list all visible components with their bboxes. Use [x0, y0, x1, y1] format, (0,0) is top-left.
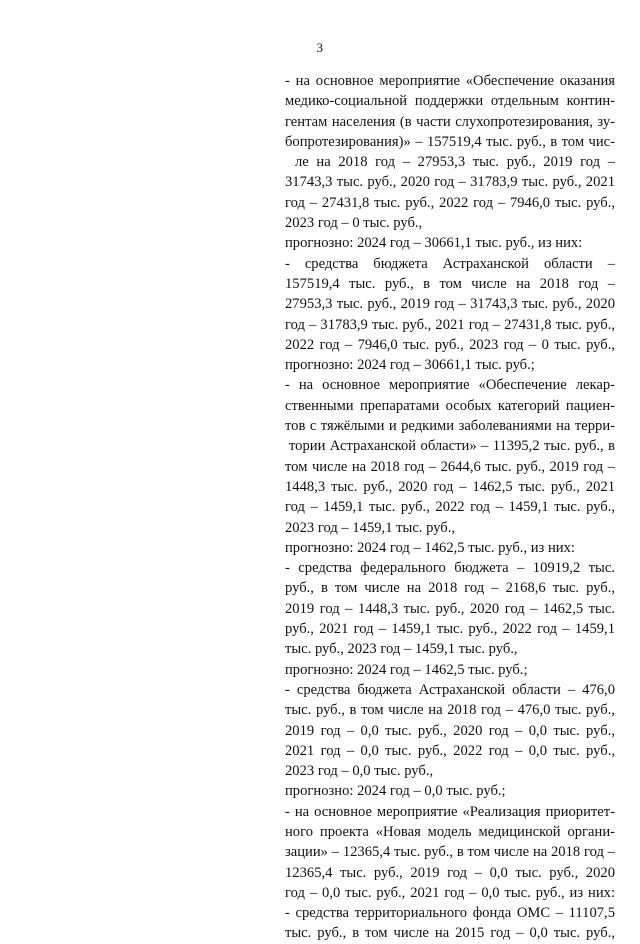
text-line: тории Астраханской области» – 11395,2 тыс. руб., в — [289, 438, 615, 455]
text-line: тыс. руб., в том числе на 2015 год – 0,0 тыс. руб., — [285, 925, 615, 942]
text-line: прогнозно: 2024 год – 1462,5 тыс. руб., из них: — [285, 539, 575, 556]
text-line: 27953,3 тыс. руб., 2019 год – 31743,3 тыс. руб., 2020 — [285, 296, 615, 313]
text-line: 2019 год – 1448,3 тыс. руб., 2020 год – 1462,5 тыс. — [285, 600, 615, 617]
text-line: руб., в том числе на 2018 год – 2168,6 тыс. руб., — [285, 580, 615, 597]
text-line: 2019 год – 0,0 тыс. руб., 2020 год – 0,0 тыс. руб., — [285, 722, 615, 739]
text-line: - на основное мероприятие «Обеспечение лекар- — [285, 377, 615, 394]
text-line: прогнозно: 2024 год – 30661,1 тыс. руб.; — [285, 357, 535, 374]
text-line: 2022 год – 7946,0 тыс. руб., 2023 год – 0 тыс. руб., — [285, 336, 615, 353]
text-line: год – 0,0 тыс. руб., 2021 год – 0,0 тыс. руб., из них: — [285, 884, 615, 901]
text-line: ного проекта «Новая модель медицинской органи- — [285, 823, 615, 840]
text-line: год – 31783,9 тыс. руб., 2021 год – 27431,8 тыс. руб., — [285, 316, 615, 333]
text-line: прогнозно: 2024 год – 30661,1 тыс. руб., из них: — [285, 235, 583, 252]
text-line: ле на 2018 год – 27953,3 тыс. руб., 2019 год – — [295, 154, 615, 171]
text-line: год – 1459,1 тыс. руб., 2022 год – 1459,1 тыс. руб., — [285, 499, 615, 516]
text-line: руб., 2021 год – 1459,1 тыс. руб., 2022 год – 1459,1 — [285, 621, 615, 638]
body-text — [285, 71, 615, 944]
text-line: ственными препаратами особых категорий пациен- — [285, 397, 615, 414]
page-number: 3 — [316, 40, 324, 55]
text-line: том числе на 2018 год – 2644,6 тыс. руб., 2019 год – — [285, 458, 615, 475]
text-line: - средства бюджета Астраханской области – 476,0 — [285, 681, 615, 698]
text-line: тов с тяжёлыми и редкими заболеваниями на терри- — [285, 418, 615, 435]
text-line: тыс. руб., 2023 год – 1459,1 тыс. руб., — [285, 641, 518, 658]
text-line: зации» – 12365,4 тыс. руб., в том числе на 2018 год – — [285, 844, 615, 861]
text-line: - средства территориального фонда ОМС – 11107,5 — [285, 905, 615, 922]
text-line: - на основное мероприятие «Обеспечение оказания — [285, 73, 615, 89]
text-line: 157519,4 тыс. руб., в том числе на 2018 год – — [285, 275, 615, 292]
text-line: гентам населения (в части слухопротезирования, зу- — [285, 113, 615, 130]
text-line: - средства бюджета Астраханской области – — [285, 255, 615, 272]
text-line: тыс. руб., в том числе на 2018 год – 476,0 тыс. руб., — [285, 702, 615, 719]
text-line: медико-социальной поддержки отдельным контин- — [285, 93, 615, 110]
text-line: 1448,3 тыс. руб., 2020 год – 1462,5 тыс. руб., 2021 — [285, 478, 615, 495]
text-line: - на основное мероприятие «Реализация приоритет- — [285, 803, 615, 820]
text-line: 12365,4 тыс. руб., 2019 год – 0,0 тыс. руб., 2020 — [285, 864, 615, 881]
text-line: 2021 год – 0,0 тыс. руб., 2022 год – 0,0 тыс. руб., — [285, 742, 615, 759]
text-line: 2023 год – 0 тыс. руб., — [285, 215, 423, 232]
text-line: бопротезирования)» – 157519,4 тыс. руб., в том чис- — [285, 133, 615, 150]
text-line: 31743,3 тыс. руб., 2020 год – 31783,9 тыс. руб., 2021 — [285, 174, 615, 191]
text-line: 2023 год – 0,0 тыс. руб., — [285, 763, 434, 780]
text-line: прогнозно: 2024 год – 0,0 тыс. руб.; — [285, 783, 506, 800]
text-line: 2023 год – 1459,1 тыс. руб., — [285, 519, 456, 536]
text-line: год – 27431,8 тыс. руб., 2022 год – 7946,0 тыс. руб., — [285, 194, 615, 211]
text-line: прогнозно: 2024 год – 1462,5 тыс. руб.; — [285, 661, 528, 678]
text-line: - средства федерального бюджета – 10919,2 тыс. — [285, 560, 615, 577]
